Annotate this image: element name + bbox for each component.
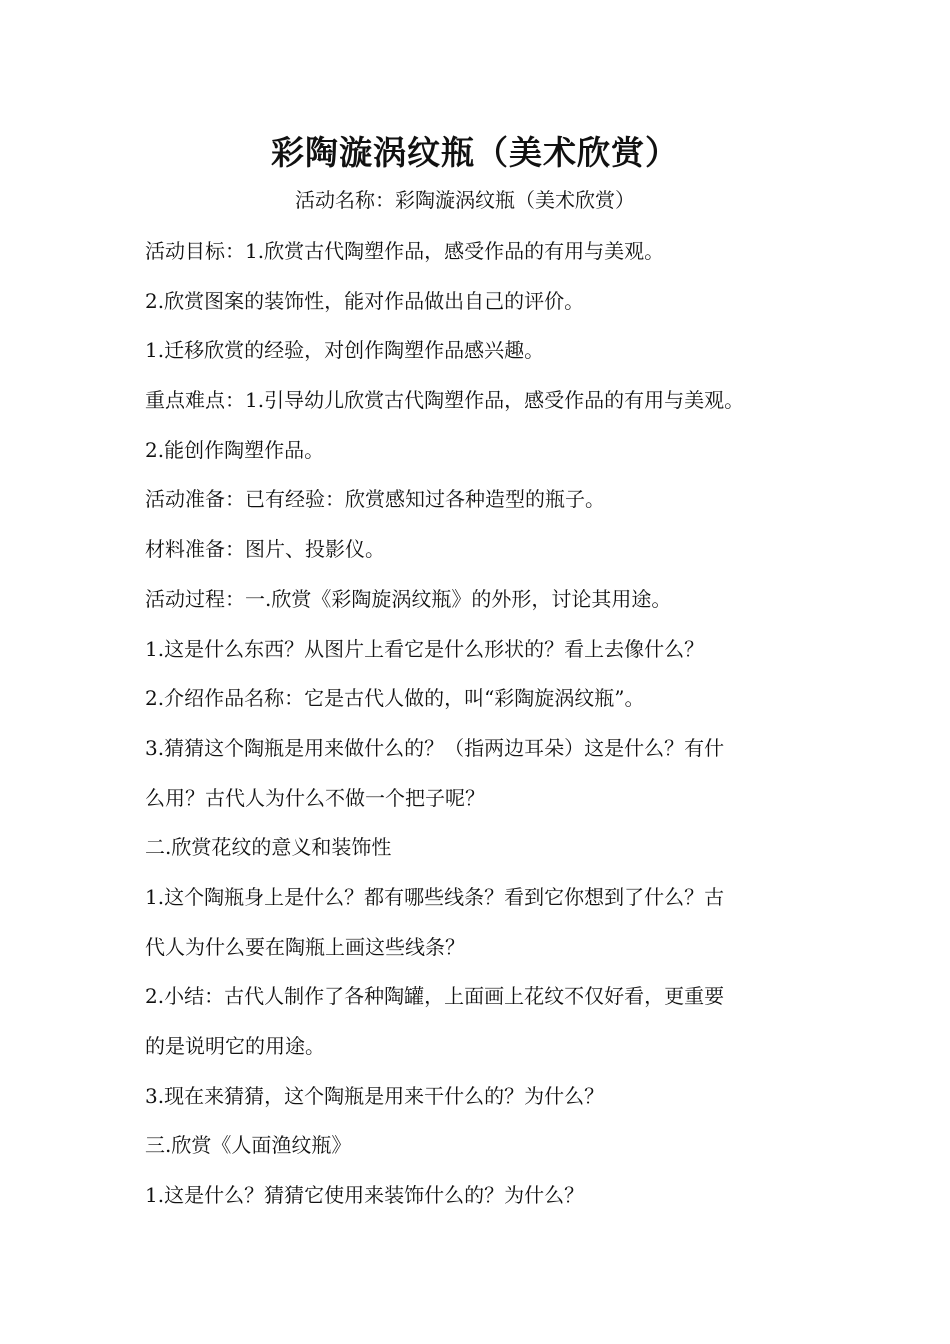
paragraph-line: 重点难点：1.引导幼儿欣赏古代陶塑作品，感受作品的有用与美观。 xyxy=(145,388,745,413)
paragraph-line: 3.猜猜这个陶瓶是用来做什么的？（指两边耳朵）这是什么？有什 xyxy=(145,735,725,760)
section-heading: 三.欣赏《人面渔纹瓶》 xyxy=(145,1133,352,1158)
paragraph-line: 材料准备：图片、投影仪。 xyxy=(145,537,385,562)
paragraph-line: 代人为什么要在陶瓶上画这些线条？ xyxy=(145,934,465,959)
paragraph-line: 2.介绍作品名称：它是古代人做的，叫“彩陶旋涡纹瓶”。 xyxy=(145,686,645,711)
paragraph-line: 活动准备：已有经验：欣赏感知过各种造型的瓶子。 xyxy=(145,487,605,512)
paragraph-line: 3.现在来猜猜，这个陶瓶是用来干什么的？为什么？ xyxy=(145,1083,605,1108)
document-body xyxy=(145,233,810,1227)
paragraph-line: 活动目标：1.欣赏古代陶塑作品，感受作品的有用与美观。 xyxy=(145,239,665,263)
paragraph-line: 1.这是什么东西？从图片上看它是什么形状的？看上去像什么？ xyxy=(145,636,705,661)
paragraph-line: 1.这是什么？猜猜它使用来装饰什么的？为什么？ xyxy=(145,1183,585,1208)
paragraph-line: 活动过程：一.欣赏《彩陶旋涡纹瓶》的外形，讨论其用途。 xyxy=(145,586,672,611)
activity-name-line: 活动名称：彩陶漩涡纹瓶（美术欣赏） xyxy=(295,188,635,212)
paragraph-line: 2.小结：古代人制作了各种陶罐，上面画上花纹不仅好看，更重要 xyxy=(145,984,725,1009)
paragraph-line: 1.迁移欣赏的经验，对创作陶塑作品感兴趣。 xyxy=(145,338,545,363)
paragraph-line: 么用？古代人为什么不做一个把子呢？ xyxy=(145,785,485,810)
paragraph-line: 2.能创作陶塑作品。 xyxy=(145,437,325,462)
document-title: 彩陶漩涡纹瓶（美术欣赏） xyxy=(271,133,679,172)
paragraph-line: 1.这个陶瓶身上是什么？都有哪些线条？看到它你想到了什么？古 xyxy=(145,884,725,909)
section-heading: 二.欣赏花纹的意义和装饰性 xyxy=(145,835,392,860)
paragraph-line: 的是说明它的用途。 xyxy=(145,1034,325,1058)
paragraph-line: 2.欣赏图案的装饰性，能对作品做出自己的评价。 xyxy=(145,288,585,313)
